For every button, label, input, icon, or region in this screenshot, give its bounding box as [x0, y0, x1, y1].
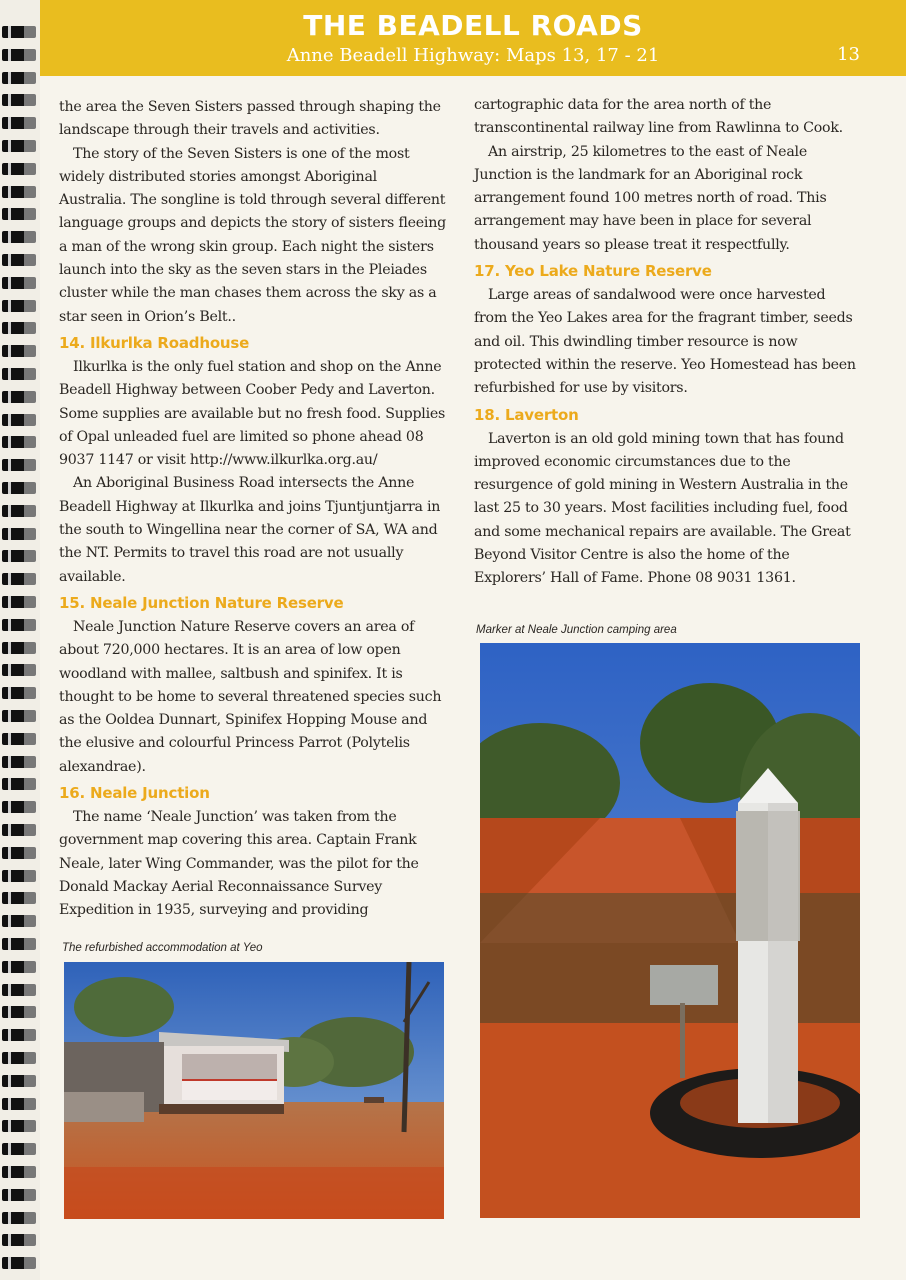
- binding-ring: [2, 436, 36, 448]
- neale-reserve-paragraph: Neale Junction Nature Reserve covers an area of about 720,000 hectares. It is an area of low open woodland with mallee, saltbush and spinifex. It is thought to be home to several threatened species such as the Ooldea Dunnart, Spinifex Hopping Mouse and the elusive and colourful Princess Parrot (Polytelis alexandrae).: [59, 618, 442, 775]
- binding-ring: [2, 94, 36, 106]
- binding-ring: [2, 163, 36, 175]
- binding-ring: [2, 710, 36, 722]
- seven-sisters-paragraph: The story of the Seven Sisters is one of the most widely distributed stories amongst Aboriginal Australia. The songline is told through several different language groups and depicts the story of sisters fleeing a man of the wrong skin group. Each night the sisters launch into the sky as the seven stars in the Pleiades cluster while the man chases them across the sky as a star seen in Orion’s Belt..: [59, 145, 446, 325]
- binding-ring: [2, 26, 36, 38]
- page-header: [40, 0, 906, 76]
- binding-ring: [2, 1052, 36, 1064]
- binding-ring: [2, 1098, 36, 1110]
- binding-ring: [2, 1075, 36, 1087]
- ilkurlka-paragraph-2: An Aboriginal Business Road intersects the Anne Beadell Highway at Ilkurlka and joins Tjuntjuntjarra in the south to Wingellina near the corner of SA, WA and the NT. Permits to travel this road are not usually available.: [59, 475, 441, 585]
- binding-ring: [2, 186, 36, 198]
- spiral-binding: [0, 0, 40, 1280]
- binding-ring: [2, 1257, 36, 1269]
- binding-ring: [2, 345, 36, 357]
- neale-junction-marker-photo: [480, 643, 860, 1218]
- binding-ring: [2, 664, 36, 676]
- binding-ring: [2, 140, 36, 152]
- binding-ring: [2, 300, 36, 312]
- page-number: 13: [837, 44, 860, 65]
- binding-ring: [2, 892, 36, 904]
- binding-ring: [2, 756, 36, 768]
- binding-ring: [2, 414, 36, 426]
- neale-junction-paragraph: The name ‘Neale Junction’ was taken from the government map covering this area. Captain Frank Neale, later Wing Commander, was the pilot for the Donald Mackay Aerial Reconnaissance Survey Expedition in 1935, surveying and providing: [59, 809, 419, 919]
- binding-ring: [2, 1029, 36, 1041]
- binding-ring: [2, 505, 36, 517]
- binding-ring: [2, 1143, 36, 1155]
- section-heading-14: 14. Ilkurlka Roadhouse: [59, 333, 250, 352]
- binding-ring: [2, 459, 36, 471]
- section-heading-17: 17. Yeo Lake Nature Reserve: [474, 262, 712, 281]
- marker-photo-caption: Marker at Neale Junction camping area: [476, 624, 677, 636]
- binding-ring: [2, 550, 36, 562]
- intro-paragraph: the area the Seven Sisters passed through shaping the landscape through their travels and activities.: [59, 99, 441, 139]
- binding-ring: [2, 528, 36, 540]
- section-heading-18: 18. Laverton: [474, 405, 579, 424]
- binding-ring: [2, 1006, 36, 1018]
- binding-ring: [2, 870, 36, 882]
- binding-ring: [2, 573, 36, 585]
- binding-ring: [2, 801, 36, 813]
- binding-ring: [2, 619, 36, 631]
- yeo-photo-caption: The refurbished accommodation at Yeo: [62, 942, 263, 954]
- binding-ring: [2, 984, 36, 996]
- continued-paragraph: cartographic data for the area north of the transcontinental railway line from Rawlinna to Cook.: [474, 97, 843, 137]
- binding-ring: [2, 642, 36, 654]
- binding-ring: [2, 1120, 36, 1132]
- binding-ring: [2, 1234, 36, 1246]
- yeo-lake-paragraph: Large areas of sandalwood were once harvested from the Yeo Lakes area for the fragrant timber, seeds and oil. This dwindling timber resource is now protected within the reserve. Yeo Homestead has been refurbished for use by visitors.: [474, 287, 856, 397]
- binding-ring: [2, 277, 36, 289]
- binding-ring: [2, 1212, 36, 1224]
- section-heading-16: 16. Neale Junction: [59, 784, 210, 803]
- section-heading-15: 15. Neale Junction Nature Reserve: [59, 593, 344, 612]
- ilkurlka-paragraph-1: Ilkurlka is the only fuel station and shop on the Anne Beadell Highway between Coober Pedy and Laverton. Some supplies are available but no fresh food. Supplies of Opal unleaded fuel are limited so phone ahead 08 9037 1147 or visit http://www.ilkurlka.org.au/: [59, 358, 446, 469]
- binding-ring: [2, 733, 36, 745]
- binding-ring: [2, 231, 36, 243]
- binding-ring: [2, 117, 36, 129]
- binding-ring: [2, 368, 36, 380]
- page-title: THE BEADELL ROADS: [303, 9, 643, 42]
- airstrip-paragraph: An airstrip, 25 kilometres to the east of Neale Junction is the landmark for an Aboriginal rock arrangement found 100 metres north of road. This arrangement may have been in place for several thousand years so please treat it respectfully.: [474, 143, 827, 253]
- binding-ring: [2, 687, 36, 699]
- left-column: [59, 96, 447, 923]
- binding-ring: [2, 322, 36, 334]
- binding-ring: [2, 72, 36, 84]
- binding-ring: [2, 1166, 36, 1178]
- binding-ring: [2, 596, 36, 608]
- binding-ring: [2, 254, 36, 266]
- binding-ring: [2, 847, 36, 859]
- binding-ring: [2, 961, 36, 973]
- binding-ring: [2, 1189, 36, 1201]
- laverton-paragraph: Laverton is an old gold mining town that has found improved economic circumstances due to the resurgence of gold mining in Western Australia in the last 25 to 30 years. Most facilities including fuel, food and some mechanical repairs are available. The Great Beyond Visitor Centre is also the home of the Explorers’ Hall of Fame. Phone 08 9031 1361.: [474, 430, 851, 587]
- right-column: [474, 94, 862, 591]
- binding-ring: [2, 915, 36, 927]
- binding-ring: [2, 938, 36, 950]
- binding-ring: [2, 824, 36, 836]
- page-subtitle: Anne Beadell Highway: Maps 13, 17 - 21: [286, 45, 660, 66]
- binding-ring: [2, 778, 36, 790]
- yeo-homestead-photo: [64, 962, 444, 1219]
- binding-ring: [2, 482, 36, 494]
- binding-ring: [2, 391, 36, 403]
- binding-ring: [2, 208, 36, 220]
- binding-ring: [2, 49, 36, 61]
